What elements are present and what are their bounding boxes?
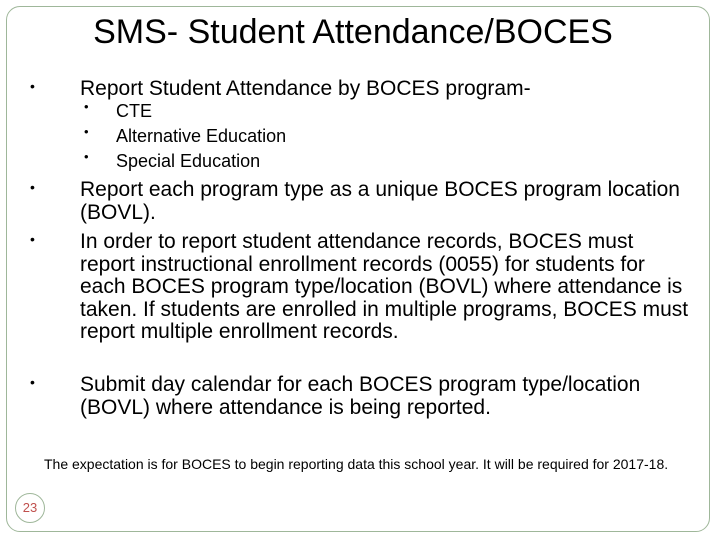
sub-bullet-marker: • (84, 99, 89, 114)
sub-bullet-text: Special Education (116, 151, 261, 171)
bullet-text: Report Student Attendance by BOCES program- (80, 77, 531, 100)
sub-bullet-marker: • (84, 149, 89, 164)
slide-title: SMS- Student Attendance/BOCES (93, 13, 613, 51)
sub-bullet-text: Alternative Education (116, 126, 287, 146)
sub-bullet-text: CTE (116, 101, 152, 121)
footnote: The expectation is for BOCES to begin reporting data this school year. It will be required for 2017-18. (44, 456, 669, 472)
page-number-badge: 23 (15, 493, 45, 523)
bullet-marker: • (30, 179, 35, 195)
bullet-marker: • (30, 231, 35, 247)
bullet-text: In order to report student attendance records, BOCES must report instructional enrollment records (0055) for students for each BOCES program type/location (BOVL) where attendance is taken. If students are enrolled in multiple programs, BOCES must report multiple enrollment records. (80, 230, 689, 343)
bullet-text: Report each program type as a unique BOCES program location (BOVL). (80, 178, 680, 224)
sub-bullet-marker: • (84, 124, 89, 139)
bullet-text: Submit day calendar for each BOCES program type/location (BOVL) where attendance is being reported. (80, 373, 641, 419)
bullet-marker: • (30, 374, 35, 390)
bullet-marker: • (30, 78, 35, 94)
